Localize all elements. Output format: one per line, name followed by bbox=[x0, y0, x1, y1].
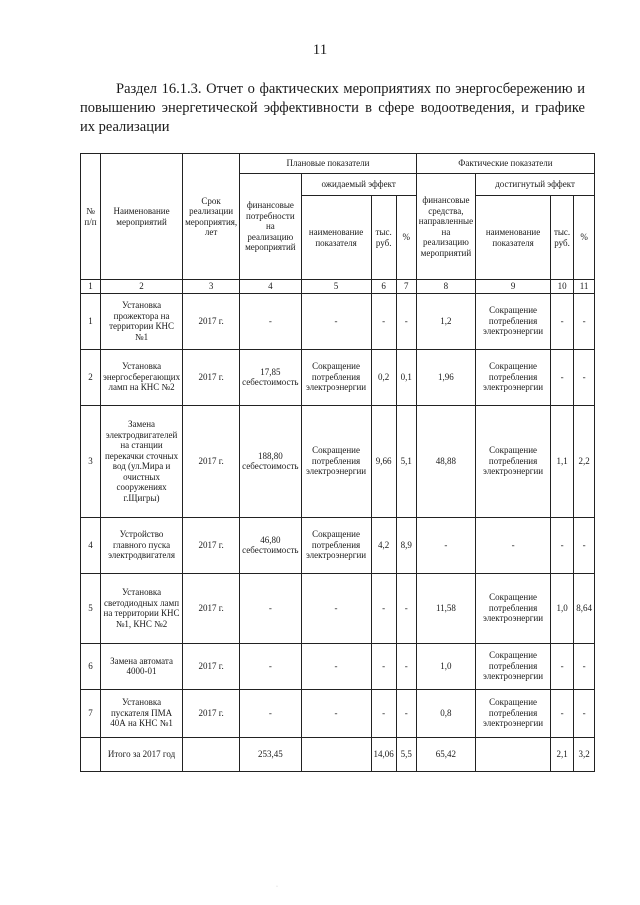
header-actual-fin: финансовые средства, направленные на реализацию мероприятий bbox=[416, 174, 475, 280]
row-fact-rub: - bbox=[551, 689, 574, 737]
row-plan-indicator: - bbox=[301, 293, 371, 349]
column-number: 7 bbox=[396, 280, 416, 294]
row-fact-rub: 1,1 bbox=[551, 405, 574, 517]
column-number: 3 bbox=[183, 280, 240, 294]
row-name: Замена автомата 4000-01 bbox=[101, 643, 183, 689]
header-indicator-name-2: наименование показателя bbox=[476, 196, 551, 280]
column-number: 5 bbox=[301, 280, 371, 294]
header-row-1 bbox=[81, 154, 595, 174]
row-name: Установка пускателя ПМА 40А на КНС №1 bbox=[101, 689, 183, 737]
column-number: 9 bbox=[476, 280, 551, 294]
row-name: Установка светодиодных ламп на территории КНС №1, КНС №2 bbox=[101, 573, 183, 643]
row-plan-fin: 46,80 себестоимость bbox=[240, 517, 301, 573]
total-num-cell bbox=[81, 737, 101, 771]
row-plan-rub: 9,66 bbox=[371, 405, 396, 517]
row-plan-fin: - bbox=[240, 573, 301, 643]
row-plan-fin: - bbox=[240, 293, 301, 349]
row-term: 2017 г. bbox=[183, 573, 240, 643]
total-fact-fin: 65,42 bbox=[416, 737, 475, 771]
row-plan-rub: - bbox=[371, 573, 396, 643]
scan-mark: · bbox=[276, 884, 278, 890]
total-plan-rub: 14,06 bbox=[371, 737, 396, 771]
column-number-row bbox=[81, 280, 595, 294]
row-fact-fin: 11,58 bbox=[416, 573, 475, 643]
total-fact-rub: 2,1 bbox=[551, 737, 574, 771]
column-number: 11 bbox=[574, 280, 595, 294]
column-number: 6 bbox=[371, 280, 396, 294]
row-plan-indicator: - bbox=[301, 689, 371, 737]
header-name: Наименование мероприятий bbox=[101, 154, 183, 280]
header-term: Срок реализации мероприятия, лет bbox=[183, 154, 240, 280]
column-number: 4 bbox=[240, 280, 301, 294]
row-fact-rub: - bbox=[551, 517, 574, 573]
row-fact-rub: - bbox=[551, 349, 574, 405]
row-name: Замена электродвигателей на станции перекачки сточных вод (ул.Мира и очистных сооружениях г.Щигры) bbox=[101, 405, 183, 517]
row-plan-pct: - bbox=[396, 689, 416, 737]
row-fact-fin: - bbox=[416, 517, 475, 573]
total-label: Итого за 2017 год bbox=[101, 737, 183, 771]
total-fact-pct: 3,2 bbox=[574, 737, 595, 771]
row-plan-fin: - bbox=[240, 643, 301, 689]
row-fact-fin: 1,2 bbox=[416, 293, 475, 349]
header-actual: Фактические показатели bbox=[416, 154, 594, 174]
row-plan-indicator: - bbox=[301, 573, 371, 643]
row-num: 3 bbox=[81, 405, 101, 517]
row-plan-fin: 17,85 себестоимость bbox=[240, 349, 301, 405]
row-fact-indicator: Сокращение потребления электроэнергии bbox=[476, 643, 551, 689]
table-row bbox=[81, 689, 595, 737]
header-num: № п/п bbox=[81, 154, 101, 280]
total-row bbox=[81, 737, 595, 771]
row-plan-pct: - bbox=[396, 573, 416, 643]
total-term-cell bbox=[183, 737, 240, 771]
column-number: 10 bbox=[551, 280, 574, 294]
row-num: 4 bbox=[81, 517, 101, 573]
heading-text: Раздел 16.1.3. Отчет о фактических мероприятиях по энергосбережению и повышению энергетической эффективности в сфере водоотведения, и графике их реализации bbox=[80, 81, 585, 135]
row-fact-indicator: Сокращение потребления электроэнергии bbox=[476, 689, 551, 737]
row-plan-pct: - bbox=[396, 643, 416, 689]
table-row bbox=[81, 293, 595, 349]
row-plan-pct: - bbox=[396, 293, 416, 349]
row-fact-pct: - bbox=[574, 517, 595, 573]
row-name: Устройство главного пуска электродвигателя bbox=[101, 517, 183, 573]
column-number: 8 bbox=[416, 280, 475, 294]
row-plan-rub: 4,2 bbox=[371, 517, 396, 573]
header-planned-fin: финансовые потребности на реализацию мероприятий bbox=[240, 174, 301, 280]
table-row bbox=[81, 517, 595, 573]
row-fact-rub: - bbox=[551, 643, 574, 689]
row-fact-pct: - bbox=[574, 643, 595, 689]
row-term: 2017 г. bbox=[183, 349, 240, 405]
row-num: 1 bbox=[81, 293, 101, 349]
row-fact-fin: 48,88 bbox=[416, 405, 475, 517]
header-thousand-rub: тыс. руб. bbox=[371, 196, 396, 280]
row-term: 2017 г. bbox=[183, 517, 240, 573]
table-row bbox=[81, 573, 595, 643]
row-fact-indicator: Сокращение потребления электроэнергии bbox=[476, 293, 551, 349]
table-row bbox=[81, 643, 595, 689]
row-fact-indicator: Сокращение потребления электроэнергии bbox=[476, 573, 551, 643]
row-term: 2017 г. bbox=[183, 293, 240, 349]
row-plan-pct: 8,9 bbox=[396, 517, 416, 573]
page-number: 11 bbox=[312, 42, 328, 58]
row-term: 2017 г. bbox=[183, 643, 240, 689]
total-fact-indicator-cell bbox=[476, 737, 551, 771]
table-row bbox=[81, 349, 595, 405]
header-thousand-rub-2: тыс. руб. bbox=[551, 196, 574, 280]
row-fact-fin: 1,0 bbox=[416, 643, 475, 689]
header-achieved-effect: достигнутый эффект bbox=[476, 174, 595, 196]
row-plan-rub: - bbox=[371, 689, 396, 737]
row-plan-rub: - bbox=[371, 293, 396, 349]
column-number: 1 bbox=[81, 280, 101, 294]
row-plan-pct: 5,1 bbox=[396, 405, 416, 517]
total-plan-fin: 253,45 bbox=[240, 737, 301, 771]
row-num: 2 bbox=[81, 349, 101, 405]
header-indicator-name: наименование показателя bbox=[301, 196, 371, 280]
row-fact-rub: - bbox=[551, 293, 574, 349]
total-plan-indicator-cell bbox=[301, 737, 371, 771]
row-plan-rub: - bbox=[371, 643, 396, 689]
row-plan-indicator: Сокращение потребления электроэнергии bbox=[301, 349, 371, 405]
row-fact-pct: 2,2 bbox=[574, 405, 595, 517]
row-plan-rub: 0,2 bbox=[371, 349, 396, 405]
column-number: 2 bbox=[101, 280, 183, 294]
row-term: 2017 г. bbox=[183, 689, 240, 737]
row-fact-pct: - bbox=[574, 293, 595, 349]
total-plan-pct: 5,5 bbox=[396, 737, 416, 771]
row-fact-rub: 1,0 bbox=[551, 573, 574, 643]
header-percent: % bbox=[396, 196, 416, 280]
row-plan-fin: - bbox=[240, 689, 301, 737]
row-fact-fin: 1,96 bbox=[416, 349, 475, 405]
row-plan-pct: 0,1 bbox=[396, 349, 416, 405]
row-term: 2017 г. bbox=[183, 405, 240, 517]
row-fact-pct: 8,64 bbox=[574, 573, 595, 643]
row-plan-indicator: Сокращение потребления электроэнергии bbox=[301, 517, 371, 573]
row-fact-indicator: Сокращение потребления электроэнергии bbox=[476, 405, 551, 517]
row-num: 7 bbox=[81, 689, 101, 737]
row-plan-indicator: Сокращение потребления электроэнергии bbox=[301, 405, 371, 517]
row-fact-pct: - bbox=[574, 349, 595, 405]
row-name: Установка прожектора на территории КНС №1 bbox=[101, 293, 183, 349]
row-plan-indicator: - bbox=[301, 643, 371, 689]
row-name: Установка энергосберегающих ламп на КНС №2 bbox=[101, 349, 183, 405]
row-fact-indicator: Сокращение потребления электроэнергии bbox=[476, 349, 551, 405]
table-row bbox=[81, 405, 595, 517]
row-fact-indicator: - bbox=[476, 517, 551, 573]
section-heading bbox=[80, 80, 585, 137]
row-num: 5 bbox=[81, 573, 101, 643]
row-fact-pct: - bbox=[574, 689, 595, 737]
header-percent-2: % bbox=[574, 196, 595, 280]
row-fact-fin: 0,8 bbox=[416, 689, 475, 737]
row-num: 6 bbox=[81, 643, 101, 689]
header-planned: Плановые показатели bbox=[240, 154, 417, 174]
report-table bbox=[80, 153, 595, 772]
header-expected-effect: ожидаемый эффект bbox=[301, 174, 416, 196]
row-plan-fin: 188,80 себестоимость bbox=[240, 405, 301, 517]
